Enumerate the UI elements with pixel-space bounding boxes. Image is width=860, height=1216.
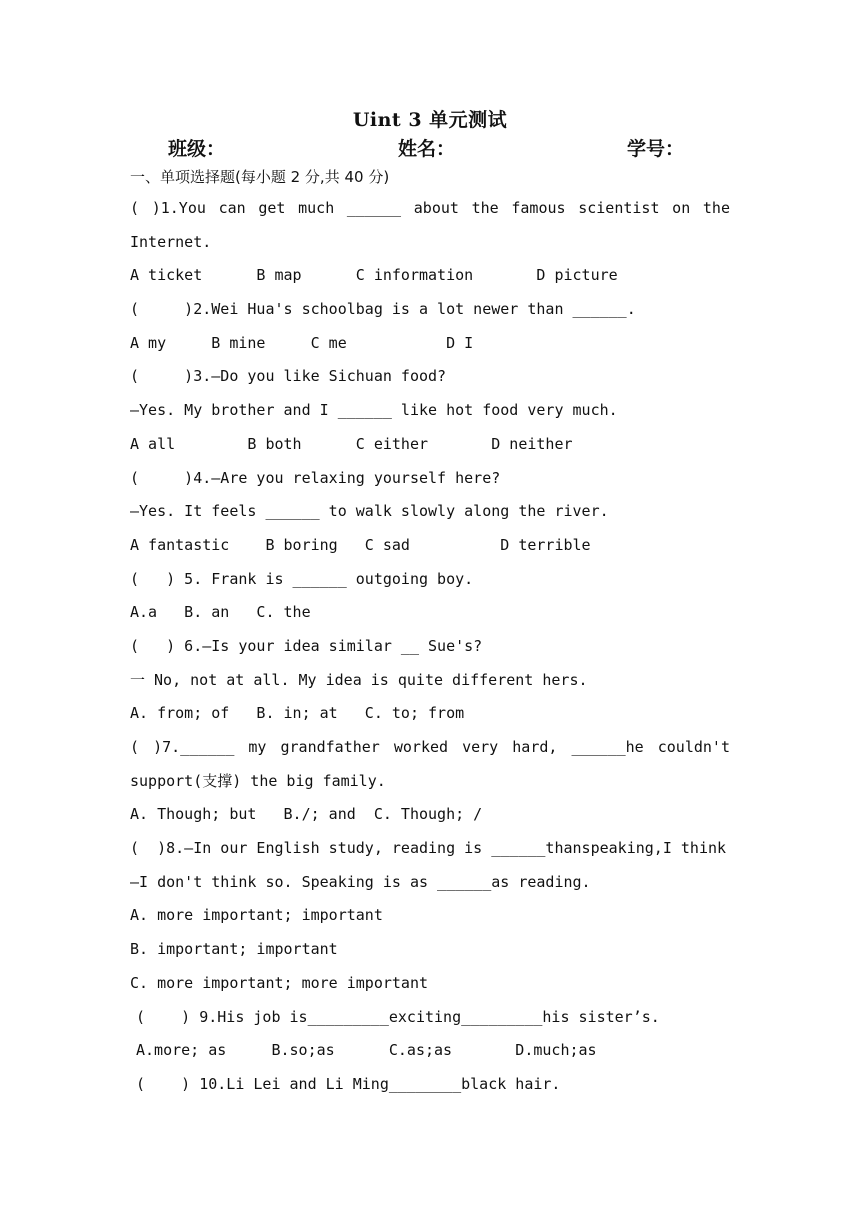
question-line: ( )7.______ my grandfather worked very hard, ______he couldn't — [130, 738, 730, 756]
question-line: ( )8.—In our English study, reading is ______thanspeaking,I think — [130, 839, 727, 858]
student-id-label: 学号： — [627, 138, 685, 160]
question-line: ( )3.—Do you like Sichuan food? — [130, 367, 447, 386]
question-line: Internet. — [130, 232, 212, 251]
question-line: —I don't think so. Speaking is as ______as reading. — [130, 872, 591, 891]
question-line: ( ) 9.His job is_________exciting_________his sister’s. — [136, 1007, 660, 1026]
question-line: support(支撑) the big family. — [130, 771, 386, 790]
question-line: —Yes. It feels ______ to walk slowly along the river. — [130, 502, 609, 521]
section-title: 一、单项选择题(每小题 2 分,共 40 分) — [130, 168, 390, 186]
document-page — [130, 104, 730, 1102]
question-line: A my B mine C me D I — [130, 333, 474, 352]
question-line: A ticket B map C information D picture — [130, 266, 618, 285]
question-line: A all B both C either D neither — [130, 434, 573, 453]
question-line: A. more important; important — [130, 906, 383, 925]
question-line: A. from; of B. in; at C. to; from — [130, 704, 465, 723]
question-line: ( ) 6.—Is your idea similar __ Sue's? — [130, 636, 483, 655]
question-line: 一 No, not at all. My idea is quite different hers. — [130, 670, 588, 689]
question-line: ( )2.Wei Hua's schoolbag is a lot newer than ______. — [130, 300, 636, 319]
question-line: A fantastic B boring C sad D terrible — [130, 535, 591, 554]
question-line: B. important; important — [130, 940, 338, 959]
question-lines — [130, 192, 730, 1102]
question-line: A.more; as B.so;as C.as;as D.much;as — [136, 1041, 597, 1060]
question-line: ( ) 5. Frank is ______ outgoing boy. — [130, 569, 474, 588]
question-line: A.a B. an C. the — [130, 603, 311, 622]
question-line: ( )4.—Are you relaxing yourself here? — [130, 468, 501, 487]
question-line: C. more important; more important — [130, 973, 429, 992]
question-line: ( )1.You can get much ______ about the famous scientist on the — [130, 199, 730, 217]
name-label: 姓名： — [398, 138, 456, 160]
question-line: ( ) 10.Li Lei and Li Ming________black hair. — [136, 1074, 561, 1093]
student-info-row — [130, 136, 730, 162]
question-line: A. Though; but B./; and C. Though; / — [130, 805, 483, 824]
question-line: —Yes. My brother and I ______ like hot food very much. — [130, 401, 618, 420]
document-title: Uint 3 单元测试 — [352, 109, 508, 131]
class-label: 班级： — [168, 138, 226, 160]
